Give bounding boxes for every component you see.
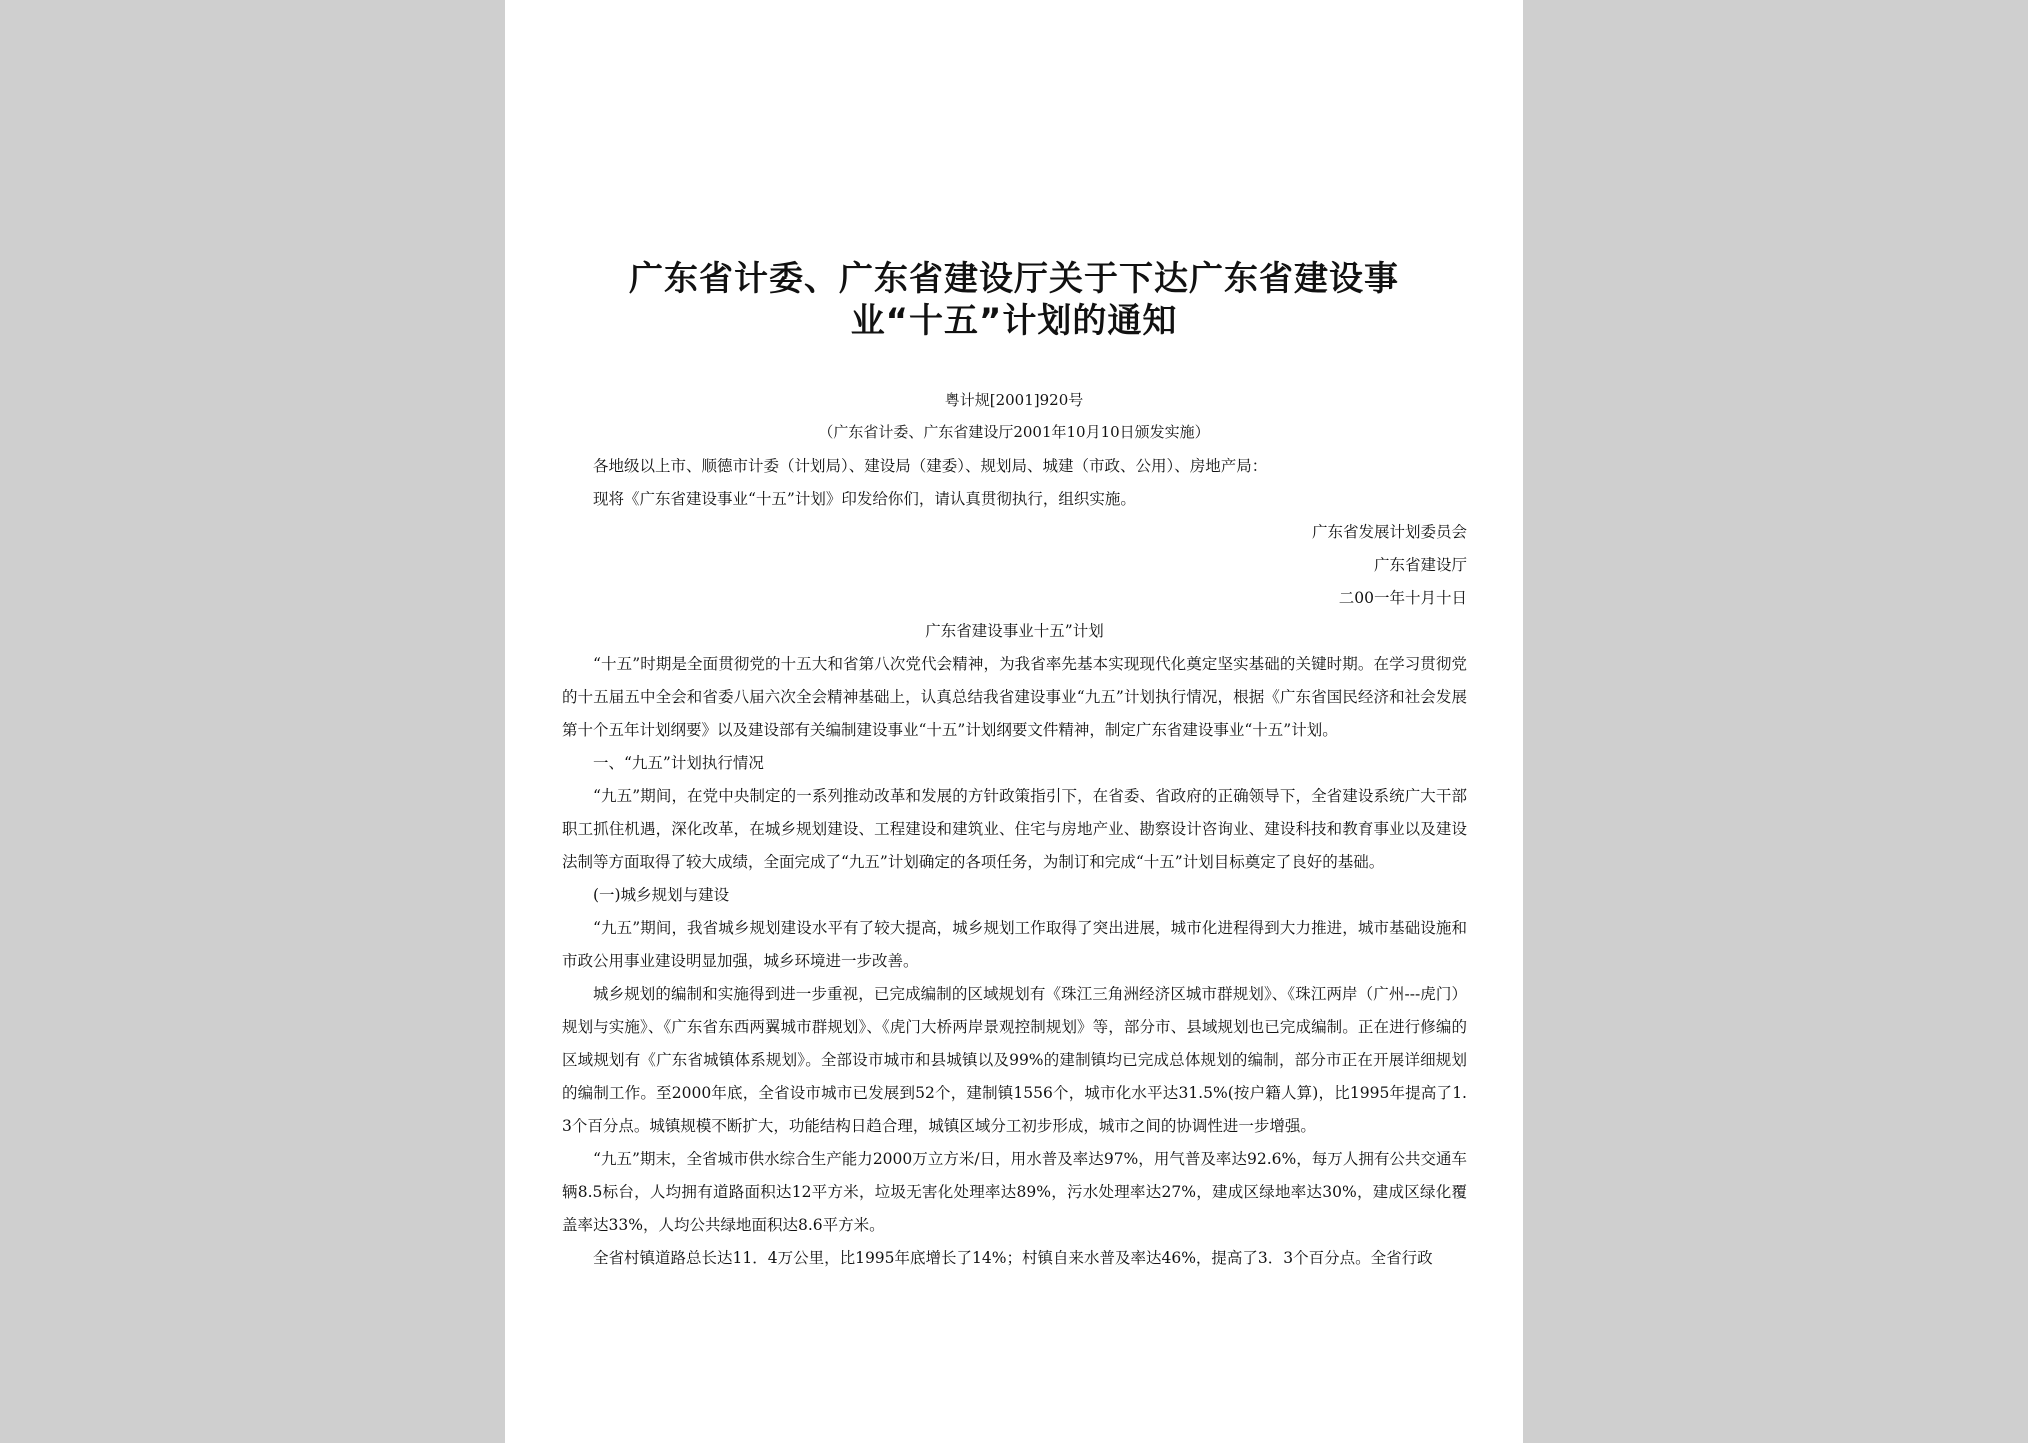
document-page — [505, 0, 1523, 1443]
subsection-heading-urban-planning: (一)城乡规划与建设 — [593, 886, 730, 904]
document-title — [505, 258, 1523, 342]
paragraph-urban-3: “九五”期末，全省城市供水综合生产能力2000万立方米/日，用水普及率达97%，用气普及率达92.6%，每万人拥有公共交通车辆8.5标台，人均拥有道路面积达12平方米，垃圾无害化处理率达89%，污水处理率达27%，建成区绿地率达30%，建成区绿化覆盖率达33%，人均公共绿地面积达8.6平方米。 — [562, 1150, 1467, 1234]
signature-date: 二00一年十月十日 — [1338, 589, 1467, 607]
paragraph-intro: “十五”时期是全面贯彻党的十五大和省第八次党代会精神，为我省率先基本实现现代化奠定坚实基础的关键时期。在学习贯彻党的十五届五中全会和省委八届六次全会精神基础上，认真总结我省建设事业“九五”计划执行情况，根据《广东省国民经济和社会发展第十个五年计划纲要》以及建设部有关编制建设事业“十五”计划纲要文件精神，制定广东省建设事业“十五”计划。 — [562, 655, 1467, 739]
paragraph-95-overview: “九五”期间，在党中央制定的一系列推动改革和发展的方针政策指引下，在省委、省政府的正确领导下，全省建设系统广大干部职工抓住机遇，深化改革，在城乡规划建设、工程建设和建筑业、住宅与房地产业、勘察设计咨询业、建设科技和教育事业以及建设法制等方面取得了较大成绩，全面完成了“九五”计划确定的各项任务，为制订和完成“十五”计划目标奠定了良好的基础。 — [562, 787, 1467, 871]
title-line-2: 业“十五”计划的通知 — [850, 301, 1178, 341]
paragraph-urban-4: 全省村镇道路总长达11．4万公里，比1995年底增长了14%；村镇自来水普及率达46%，提高了3．3个百分点。全省行政 — [593, 1249, 1433, 1267]
title-line-1: 广东省计委、广东省建设厅关于下达广东省建设事 — [629, 259, 1399, 299]
issued-note: （广东省计委、广东省建设厅2001年10月10日颁发实施） — [818, 423, 1210, 441]
signatory-commission: 广东省发展计划委员会 — [1311, 523, 1467, 541]
plan-title: 广东省建设事业十五”计划 — [925, 622, 1104, 640]
notice-text: 现将《广东省建设事业“十五”计划》印发给你们，请认真贯彻执行，组织实施。 — [593, 490, 1136, 508]
signatory-department: 广东省建设厅 — [1373, 556, 1467, 574]
paragraph-urban-2: 城乡规划的编制和实施得到进一步重视，已完成编制的区域规划有《珠江三角洲经济区城市群规划》、《珠江两岸（广州---虎门）规划与实施》、《广东省东西两翼城市群规划》、《虎门大桥两岸景观控制规划》等，部分市、县域规划也已完成编制。正在进行修编的区域规划有《广东省城镇体系规划》。全部设市城市和县城镇以及99%的建制镇均已完成总体规划的编制，部分市正在开展详细规划的编制工作。至2000年底，全省设市城市已发展到52个，建制镇1556个，城市化水平达31.5%(按户籍人算)，比1995年提高了1.3个百分点。城镇规模不断扩大，功能结构日趋合理，城镇区域分工初步形成，城市之间的协调性进一步增强。 — [562, 985, 1467, 1135]
document-number: 粤计规[2001]920号 — [944, 391, 1084, 409]
document-body — [562, 450, 1467, 1275]
section-heading-1: 一、“九五”计划执行情况 — [593, 754, 764, 772]
paragraph-urban-1: “九五”期间，我省城乡规划建设水平有了较大提高，城乡规划工作取得了突出进展，城市化进程得到大力推进，城市基础设施和市政公用事业建设明显加强，城乡环境进一步改善。 — [562, 919, 1467, 970]
addressee: 各地级以上市、顺德市计委（计划局）、建设局（建委）、规划局、城建（市政、公用）、房地产局： — [593, 457, 1268, 475]
